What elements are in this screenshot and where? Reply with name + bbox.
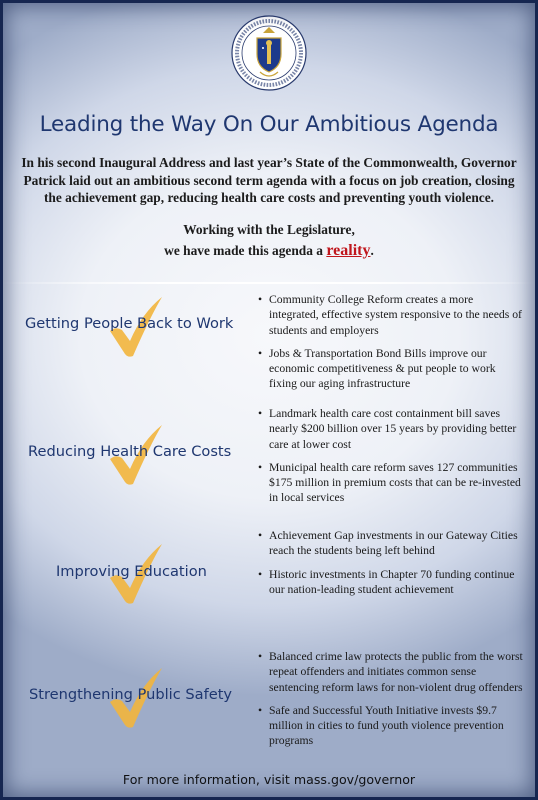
- list-item: • Landmark health care cost containment bill saves nearly $200 billion over 15 years by providing better care at lower cost: [258, 407, 517, 451]
- list-item: • Jobs & Transportation Bond Bills improve our economic competitiveness & put people to work fixing our aging infrastructure: [258, 346, 496, 391]
- working-line-1: Working with the Legislature,: [183, 222, 355, 237]
- working-line-2: [0, 240, 538, 261]
- list-item: • Safe and Successful Youth Initiative invests $9.7 million in cities to fund youth violence prevention programs: [258, 703, 504, 748]
- massachusetts-seal-icon: [230, 14, 308, 92]
- section-label: Getting People Back to Work: [25, 315, 234, 332]
- working-statement: [0, 219, 538, 261]
- list-item: • Community College Reform creates a more integrated, effective system responsive to the needs of students and employers: [258, 293, 522, 337]
- section-label: Improving Education: [56, 563, 207, 580]
- bullet-list: [258, 649, 524, 757]
- section-label: Strengthening Public Safety: [29, 686, 233, 703]
- section-divider: [0, 282, 538, 284]
- page-title: Leading the Way On Our Ambitious Agenda: [39, 112, 499, 137]
- working-line-2-suffix: .: [370, 243, 374, 258]
- intro-paragraph: In his second Inaugural Address and last year’s State of the Commonwealth, Governor Patrick laid out an ambitious second term agenda with a focus on job creation, closing the achievement gap, reducing health care costs and preventing youth violence.: [21, 155, 517, 205]
- list-item: • Historic investments in Chapter 70 funding continue our nation-leading student achievement: [258, 567, 515, 596]
- section-label: Reducing Health Care Costs: [28, 443, 232, 460]
- bullet-list: [258, 406, 524, 514]
- list-item: • Municipal health care reform saves 127 communities $175 million in premium costs that can be re-invested in local services: [258, 460, 521, 505]
- footer-info: For more information, visit mass.gov/governor: [122, 772, 416, 787]
- working-line-2-prefix: we have made this agenda a: [164, 243, 327, 258]
- bullet-list: [258, 528, 524, 605]
- list-item: • Achievement Gap investments in our Gateway Cities reach the students being left behind: [258, 529, 518, 558]
- bullet-list: [258, 292, 524, 400]
- reality-highlight: reality: [326, 242, 371, 259]
- list-item: • Balanced crime law protects the public from the worst repeat offenders and initiates common sense sentencing reform laws for non-violent drug offenders: [258, 650, 523, 694]
